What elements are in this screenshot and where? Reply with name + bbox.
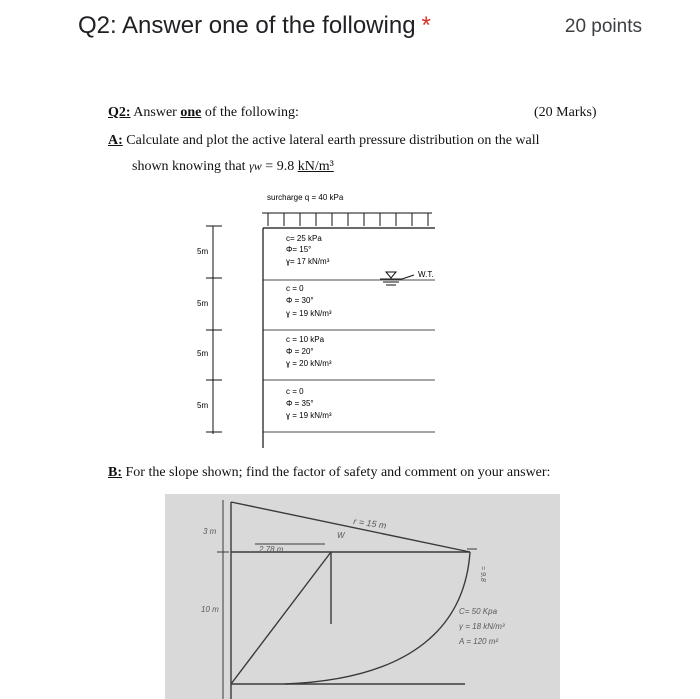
layer3-gamma: ɣ = 20 kN/m³ <box>286 359 332 368</box>
slope-width: 2.78 m <box>259 545 284 554</box>
depth-dimension <box>206 226 222 434</box>
layer1-gamma: ɣ= 17 kN/m³ <box>286 257 330 266</box>
surcharge-arrows <box>262 213 432 226</box>
part-b-label: B: <box>108 465 122 480</box>
depth-label-1: 5m <box>197 247 209 256</box>
layer4-gamma: ɣ = 19 kN/m³ <box>286 411 332 420</box>
slope-top-height: 3 m <box>203 527 217 536</box>
slope-unit-weight: γ = 18 kN/m³ <box>459 622 505 631</box>
soil-profile-figure <box>0 188 700 448</box>
depth-label-3: 5m <box>197 349 209 358</box>
layer4-c: c = 0 <box>286 387 304 396</box>
depth-label-2: 5m <box>197 299 209 308</box>
question-title-text: Q2: Answer one of the following <box>78 12 416 39</box>
part-a-line1 <box>108 133 540 149</box>
slope-height: 10 m <box>201 605 219 614</box>
slope-lines <box>231 502 470 699</box>
part-b-line <box>108 465 550 481</box>
layer1-phi: Φ= 15° <box>286 245 312 254</box>
layer4-phi: Φ = 35° <box>286 399 314 408</box>
q2-heading <box>108 105 299 121</box>
slope-radius: r = 15 m <box>352 516 388 531</box>
points-label: 20 points <box>564 16 642 37</box>
part-a-text2: shown knowing that <box>132 159 246 174</box>
question-header <box>78 10 642 46</box>
layer2-gamma: ɣ = 19 kN/m³ <box>286 309 332 318</box>
layer3-c: c = 10 kPa <box>286 335 325 344</box>
question-title <box>78 12 431 40</box>
q2-text-before: Answer <box>133 105 177 120</box>
marks-label: (20 Marks) <box>534 105 597 120</box>
gamma-w: γw <box>249 159 262 173</box>
layer2-phi: Φ = 30° <box>286 296 314 305</box>
q2-text-after: of the following: <box>204 105 299 120</box>
part-a-text: Calculate and plot the active lateral earth pressure distribution on the wall <box>126 133 540 148</box>
part-a-unit: kN/m³ <box>297 159 334 174</box>
slope-figure <box>165 494 560 699</box>
slope-cohesion: C= 50 Kpa <box>459 607 498 616</box>
water-table-icon <box>380 272 414 285</box>
slope-side-note: = 9.8 <box>479 566 486 582</box>
q2-text-emph: one <box>180 105 202 120</box>
surcharge-label: surcharge q = 40 kPa <box>267 193 344 202</box>
slope-area: A = 120 m² <box>459 637 499 646</box>
slope-diagram <box>165 494 560 699</box>
q2-label: Q2: <box>108 105 131 120</box>
slope-w-label: W <box>337 531 345 540</box>
part-a-line2 <box>132 159 334 175</box>
layer3-phi: Φ = 20° <box>286 347 314 356</box>
part-a-label: A: <box>108 133 123 148</box>
part-a-eq: = 9.8 <box>265 159 295 174</box>
part-b-text: For the slope shown; find the factor of safety and comment on your answer: <box>125 465 551 480</box>
required-asterisk: * <box>421 12 431 39</box>
slope-dimensions <box>217 500 477 699</box>
layer1-c: c= 25 kPa <box>286 234 322 243</box>
layer2-c: c = 0 <box>286 284 304 293</box>
question-image <box>0 96 700 696</box>
depth-label-4: 5m <box>197 401 209 410</box>
water-table-label: W.T. <box>418 270 434 279</box>
